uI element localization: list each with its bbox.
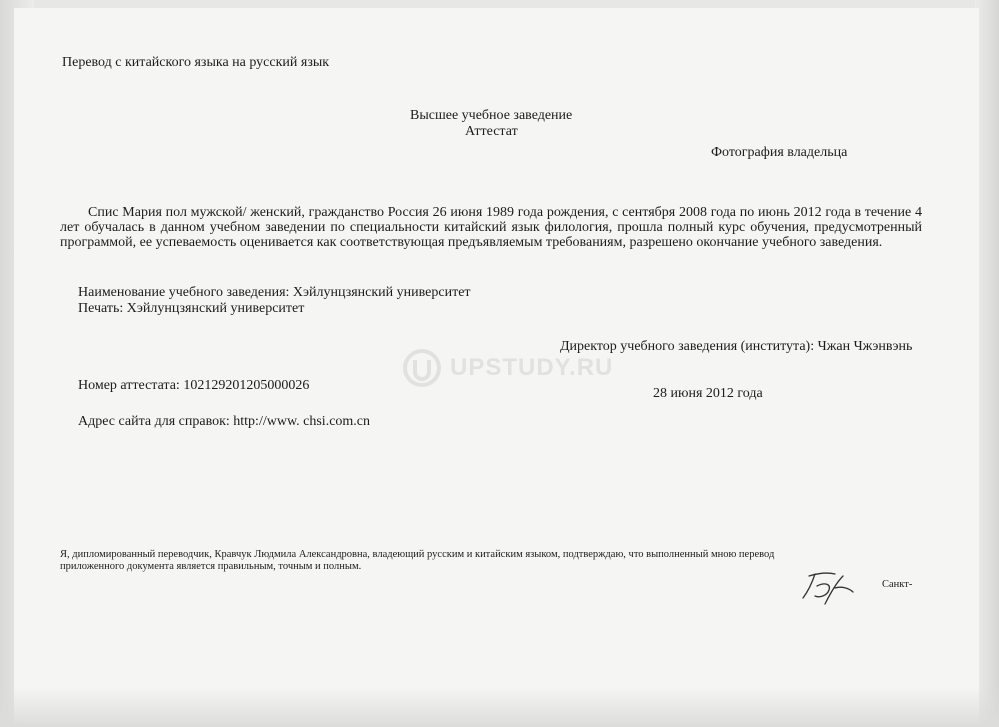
translator-statement-line2: приложенного документа является правильным, точным и полным. <box>60 561 362 572</box>
watermark-logo-icon <box>402 348 442 388</box>
body-paragraph: Спис Мария пол мужской/ женский, гражданство Россия 26 июня 1989 года рождения, с сентября 2008 года по июнь 2012 года в течение 4 лет обучалась в данном учебном заведении по специальности китайский язык филология, прошла полный курс обучения, предусмотренный программой, ее успеваемость оценивается как соответствующая предъявляемым требованиям, разрешено окончание учебного заведения. <box>60 205 922 250</box>
translation-header: Перевод с китайского языка на русский язык <box>62 55 330 70</box>
city-fragment: Санкт- <box>882 579 913 590</box>
watermark <box>402 348 613 388</box>
photo-caption: Фотография владельца <box>711 145 848 160</box>
institution-name: Наименование учебного заведения: Хэйлунцзянский университет <box>78 285 471 300</box>
document-title: Аттестат <box>465 124 518 139</box>
scan-edge-bottom <box>0 687 999 727</box>
translator-signature <box>795 568 857 610</box>
seal-line: Печать: Хэйлунцзянский университет <box>78 301 305 316</box>
translator-statement-line1: Я, дипломированный переводчик, Кравчук Людмила Александровна, владеющий русским и китайским языком, подтверждаю, что выполненный мною перевод <box>60 549 775 560</box>
director-line: Директор учебного заведения (института): Чжан Чжэнвэнь <box>560 339 913 354</box>
issue-date: 28 июня 2012 года <box>653 386 763 401</box>
certificate-number: Номер аттестата: 102129201205000026 <box>78 378 310 393</box>
watermark-text: UPSTUDY.RU <box>450 354 614 381</box>
institution-type: Высшее учебное заведение <box>410 108 573 123</box>
verification-site: Адрес сайта для справок: http://www. chsi.com.cn <box>78 414 371 429</box>
